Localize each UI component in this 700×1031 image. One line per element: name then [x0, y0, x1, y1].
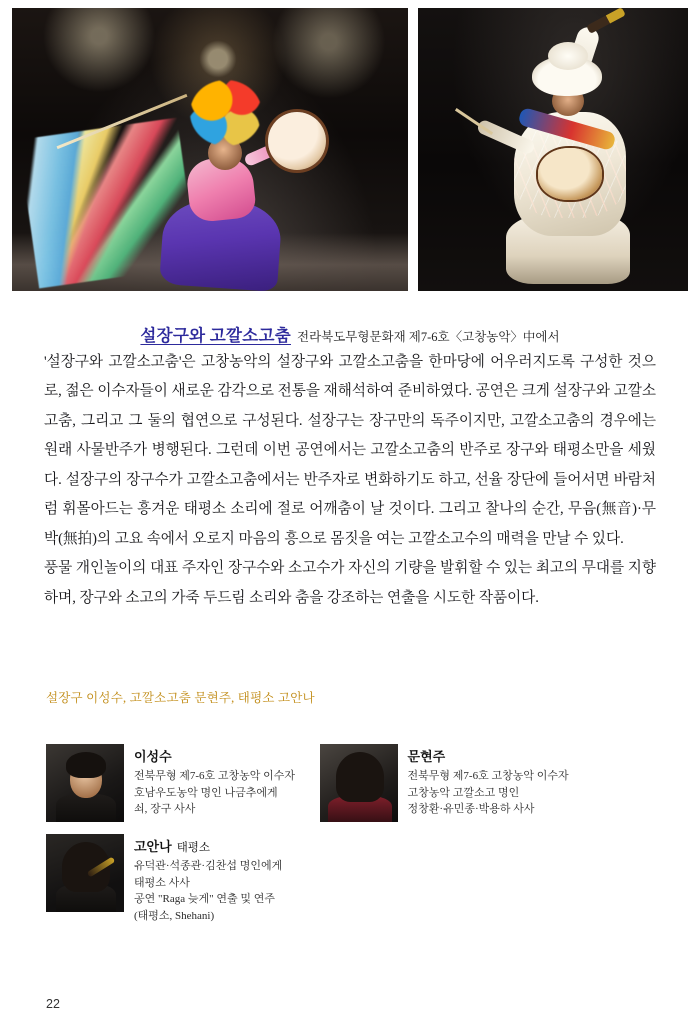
bio-name: 문현주	[407, 749, 446, 764]
bio-line: 고창농악 고깔소고 명인	[407, 786, 520, 799]
page-subtitle: 전라북도무형문화재 제7-6호〈고창농악〉中에서	[297, 330, 560, 344]
performer-credit-line: 설장구 이성수, 고깔소고춤 문현주, 태평소 고안나	[46, 691, 315, 705]
bio-line: 쇠, 장구 사사	[134, 803, 196, 816]
body-copy	[44, 348, 656, 613]
bio-lee-seongsu	[46, 744, 320, 822]
janggu-drum	[538, 148, 602, 200]
bio-line: (태평소, Shehani)	[134, 910, 215, 923]
bio-text	[134, 744, 295, 822]
bio-line: 태평소 사사	[134, 876, 190, 889]
page-title: 설장구와 고깔소고춤	[140, 326, 291, 345]
portrait-lee-seongsu	[46, 744, 124, 822]
taepyeongso-performer-photo	[418, 8, 688, 291]
page-number: 22	[46, 997, 60, 1011]
gokkal-hat-top	[548, 42, 588, 70]
gokkal-flower-hat	[190, 80, 262, 146]
body-paragraph-1: '설장구와 고깔소고춤'은 고창농악의 설장구와 고깔소고춤을 한마당에 어우러지도록 구성한 것으로, 젊은 이수자들이 새로운 감각으로 전통을 재해석하여 준비하였다. 공연은 크게 설장구와 고깔소고춤, 그리고 그 둘의 협연으로 구성된다. 설장구는 장구만의 독주이지만, 고깔소고춤의 경우에는 원래 사물반주가 병행된다. 그런데 이번 공연에서는 고깔소고춤의 반주로 장구와 태평소만을 세웠다. 설장구의 장구수가 고깔소고춤에서는 반주자로 변화하기도 하고, 선율 장단에 들어서면 바람처럼 휘몰아드는 흥겨운 태평소 소리에 절로 어깨춤이 날 것이다. 그리고 찰나의 순간, 무음(無音)·무박(無拍)의 고요 속에서 오로지 마음의 흥으로 몸짓을 여는 고깔소고수의 매력을 만날 수 있다.	[44, 354, 656, 547]
bio-line: 호남우도농악 명인 나금추에게	[134, 786, 278, 799]
photo-row	[12, 8, 688, 291]
headline	[0, 322, 700, 346]
body-paragraph-2: 풍물 개인놀이의 대표 주자인 장구수와 소고수가 자신의 기량을 발휘할 수 있는 최고의 무대를 지향하며, 장구와 소고의 가죽 두드림 소리와 춤을 강조하는 연출을 시도한 작품이다.	[44, 560, 656, 606]
bio-ko-anna	[46, 834, 426, 925]
sogo-dancer-photo	[12, 8, 408, 291]
bio-text	[134, 834, 282, 925]
bio-text	[408, 744, 569, 822]
bio-line: 전북무형 제7-6호 고창농악 이수자	[134, 770, 296, 782]
bio-row	[46, 834, 666, 925]
portrait-ko-anna	[46, 834, 124, 912]
bio-name: 이성수	[134, 749, 172, 764]
bio-row	[46, 744, 666, 822]
bio-mun-hyeonju	[320, 744, 666, 822]
bio-name-text: 고안나	[134, 839, 172, 854]
portrait-mun-hyeonju	[320, 744, 398, 822]
performer-bios	[46, 744, 666, 925]
bio-line: 공연 "Raga 늦게" 연출 및 연주	[134, 893, 275, 906]
bio-line: 정창환·유민종·박용하 사사	[407, 803, 535, 816]
sogo-drum	[268, 112, 326, 170]
bio-name	[134, 836, 282, 855]
bio-line: 전북무형 제7-6호 고창농악 이수자	[407, 770, 569, 782]
bio-role: 태평소	[176, 842, 211, 854]
bio-line: 유덕관·석종관·김찬섭 명인에게	[134, 860, 283, 872]
